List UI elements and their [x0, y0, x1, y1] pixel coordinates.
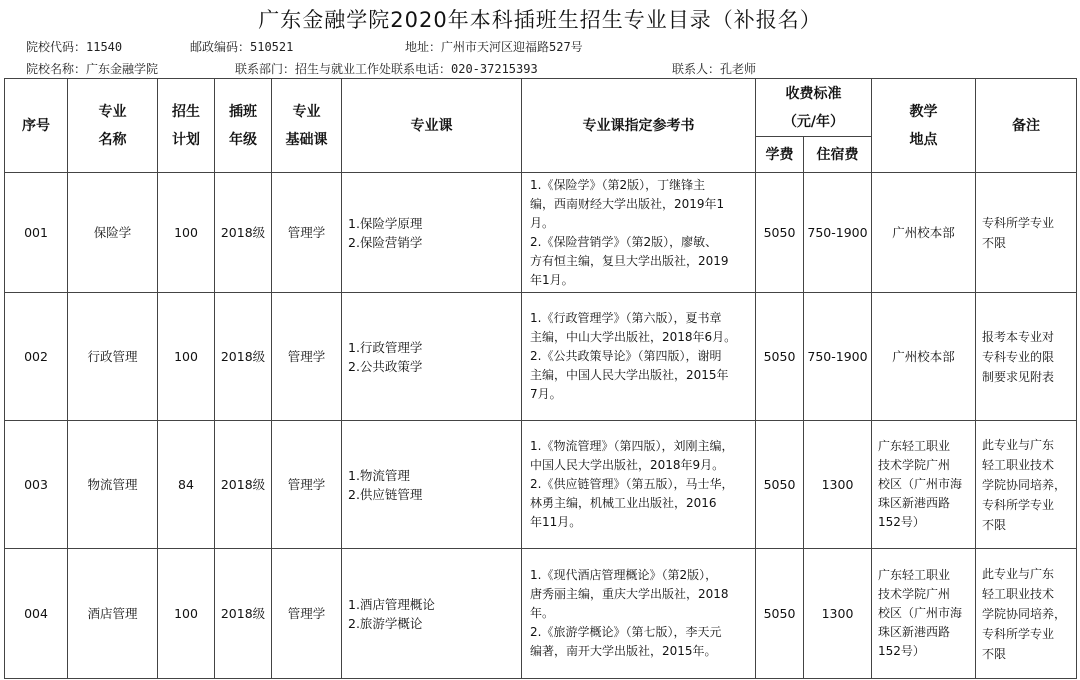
cell-remark: 此专业与广东 轻工职业技术 学院协同培养， 专科所学专业 不限: [976, 549, 1077, 679]
header-no: 序号: [5, 79, 68, 173]
cell-remark: 此专业与广东 轻工职业技术 学院协同培养， 专科所学专业 不限: [976, 421, 1077, 549]
cell-location: 广东轻工职业 技术学院广州 校区（广州市海 珠区新港西路 152号）: [872, 549, 976, 679]
cell-plan: 100: [158, 293, 215, 421]
table-row: [5, 421, 1077, 549]
contact-person: 联系人：孔老师: [672, 62, 757, 76]
cell-major: 行政管理: [68, 293, 158, 421]
cell-major: 酒店管理: [68, 549, 158, 679]
cell-grade: 2018级: [215, 549, 272, 679]
cell-grade: 2018级: [215, 421, 272, 549]
cell-no: 002: [5, 293, 68, 421]
cell-lodging: 750-1900: [804, 293, 872, 421]
cell-lodging: 750-1900: [804, 173, 872, 293]
cell-books: 1.《行政管理学》（第六版），夏书章 主编，中山大学出版社，2018年6月。 2.《公共政策导论》（第四版），谢明 主编，中国人民大学出版社，2015年 7月。: [522, 293, 756, 421]
cell-remark: 报考本专业对 专科专业的限 制要求见附表: [976, 293, 1077, 421]
cell-plan: 100: [158, 173, 215, 293]
address: 地址：广州市天河区迎福路527号: [405, 40, 583, 54]
cell-location: 广州校本部: [872, 293, 976, 421]
cell-location: 广东轻工职业 技术学院广州 校区（广州市海 珠区新港西路 152号）: [872, 421, 976, 549]
cell-no: 003: [5, 421, 68, 549]
catalog-table: [4, 78, 1077, 679]
cell-basic-course: 管理学: [272, 173, 342, 293]
page-title: 广东金融学院2020年本科插班生招生专业目录（补报名）: [258, 8, 822, 32]
cell-remark: 专科所学专业 不限: [976, 173, 1077, 293]
cell-tuition: 5050: [756, 293, 804, 421]
header-major: 专业 名称: [68, 79, 158, 173]
cell-courses: 1.保险学原理 2.保险营销学: [342, 173, 522, 293]
header-tuition: 学费: [756, 137, 804, 173]
cell-no: 004: [5, 549, 68, 679]
cell-location: 广州校本部: [872, 173, 976, 293]
header-basic-course: 专业 基础课: [272, 79, 342, 173]
cell-lodging: 1300: [804, 421, 872, 549]
header-books: 专业课指定参考书: [522, 79, 756, 173]
cell-tuition: 5050: [756, 549, 804, 679]
header-fee: 收费标准 （元/年）: [756, 79, 872, 137]
header-lodging: 住宿费: [804, 137, 872, 173]
cell-no: 001: [5, 173, 68, 293]
header-grade: 插班 年级: [215, 79, 272, 173]
cell-basic-course: 管理学: [272, 421, 342, 549]
cell-basic-course: 管理学: [272, 549, 342, 679]
cell-tuition: 5050: [756, 421, 804, 549]
cell-major: 物流管理: [68, 421, 158, 549]
cell-lodging: 1300: [804, 549, 872, 679]
cell-plan: 84: [158, 421, 215, 549]
cell-grade: 2018级: [215, 293, 272, 421]
cell-basic-course: 管理学: [272, 293, 342, 421]
header-location: 教学 地点: [872, 79, 976, 173]
table-row: [5, 293, 1077, 421]
cell-courses: 1.酒店管理概论 2.旅游学概论: [342, 549, 522, 679]
cell-major: 保险学: [68, 173, 158, 293]
cell-books: 1.《保险学》（第2版），丁继锋主 编，西南财经大学出版社，2019年1 月。 2.《保险营销学》（第2版），廖敏、 方有恒主编，复旦大学出版社，2019 年1月。: [522, 173, 756, 293]
school-code: 院校代码：11540: [26, 40, 123, 54]
school-name: 院校名称：广东金融学院: [26, 62, 159, 76]
header-plan: 招生 计划: [158, 79, 215, 173]
cell-courses: 1.物流管理 2.供应链管理: [342, 421, 522, 549]
contact-dept: 联系部门：招生与就业工作处联系电话：020-37215393: [235, 62, 538, 76]
cell-books: 1.《现代酒店管理概论》（第2版）， 唐秀丽主编，重庆大学出版社，2018 年。 2.《旅游学概论》（第七版），李天元 编著，南开大学出版社，2015年。: [522, 549, 756, 679]
cell-tuition: 5050: [756, 173, 804, 293]
header-courses: 专业课: [342, 79, 522, 173]
header-remark: 备注: [976, 79, 1077, 173]
postal-code: 邮政编码：510521: [190, 40, 294, 54]
cell-courses: 1.行政管理学 2.公共政策学: [342, 293, 522, 421]
cell-grade: 2018级: [215, 173, 272, 293]
table-row: [5, 549, 1077, 679]
table-row: [5, 173, 1077, 293]
cell-plan: 100: [158, 549, 215, 679]
cell-books: 1.《物流管理》（第四版），刘刚主编， 中国人民大学出版社，2018年9月。 2.《供应链管理》（第五版），马士华， 林勇主编，机械工业出版社，2016 年11月。: [522, 421, 756, 549]
